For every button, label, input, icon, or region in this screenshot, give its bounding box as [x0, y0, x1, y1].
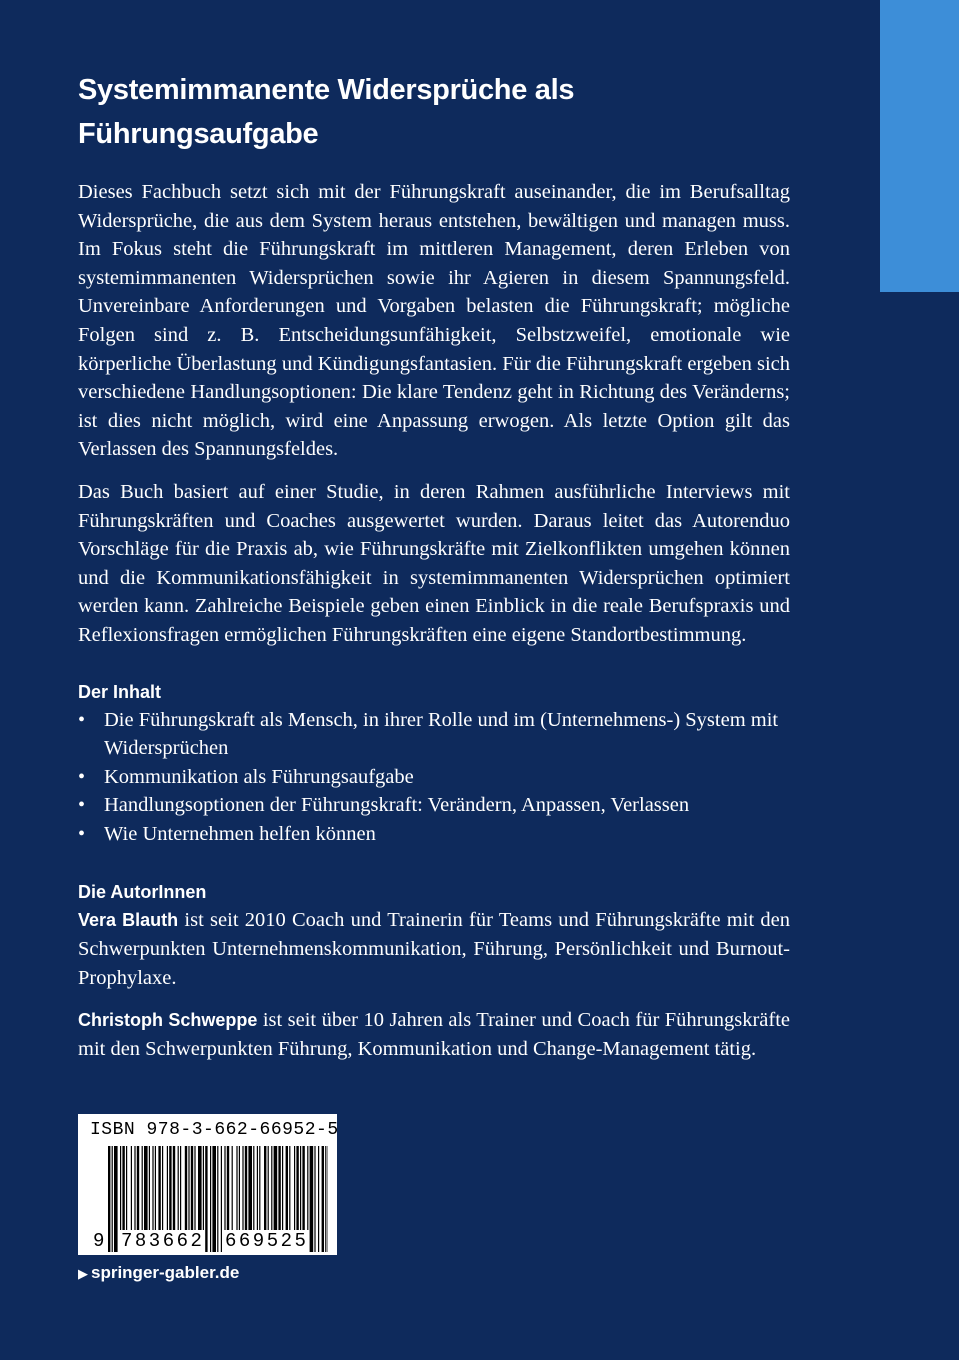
book-title: Systemimmanente Widersprüche als Führungsaufgabe [78, 74, 575, 150]
authors-heading: Die AutorInnen [78, 882, 207, 903]
contents-section [78, 678, 790, 849]
ean-digits [78, 1114, 337, 1255]
isbn-barcode [78, 1114, 337, 1255]
contents-heading: Der Inhalt [78, 681, 162, 702]
accent-bar [880, 0, 959, 292]
bullet-icon: • [78, 822, 86, 845]
bullet-icon: • [78, 708, 86, 731]
description-paragraph-2: Das Buch basiert auf einer Studie, in deren Rahmen ausführliche Interviews mit Führungskräften und Coaches ausgewertet wurden. Daraus leitet das Autorenduo Vorschläge für die Praxis ab, wie Führungskräfte mit Zielkonflikten umgehen können und die Kommunikationsfähigkeit in systemimmanenten Widersprüchen optimiert werden kann. Zahlreiche Beispiele geben einen Einblick in die reale Berufspraxis und Reflexionsfragen ermöglichen Führungskräften eine eigene Standortbestimmung. [78, 480, 790, 646]
bullet-icon: • [78, 794, 86, 817]
author-name: Vera Blauth [78, 910, 179, 931]
author-bio: Christoph Schweppe ist seit über 10 Jahren als Trainer und Coach für Führungskräfte mit den Schwerpunkten Führung, Kommunikation und Change-Management tätig. [78, 1009, 790, 1060]
ean-lead-digit: 9 [93, 1230, 105, 1252]
ean-group-right: 669525 [225, 1230, 309, 1252]
list-item: • Wie Unternehmen helfen können [78, 820, 790, 849]
authors-section [78, 878, 790, 1063]
description-paragraph-1: Dieses Fachbuch setzt sich mit der Führungskraft auseinander, die im Berufsalltag Widersprüche, die aus dem System heraus entstehen, bewältigen und managen muss. Im Fokus steht die Führungskraft im mittleren Management, deren Erleben von systemimmanenten Widersprüchen sowie ihr Agieren in diesem Spannungsfeld. Unvereinbare Anforderungen und Vorgaben belasten die Führungskraft; mögliche Folgen sind z. B. Entscheidungsunfähigkeit, Selbstzweifel, emotionale wie körperliche Überlastung und Kündigungsfantasien. Für die Führungskraft ergeben sich verschiedene Handlungsoptionen: Die klare Tendenz geht in Richtung des Veränderns; ist dies nicht möglich, wird eine Anpassung erwogen. Als letzte Option gilt das Verlassen des Spannungsfeldes. [78, 181, 790, 461]
bullet-icon: • [78, 765, 86, 788]
publisher-website[interactable]: ▶ springer-gabler.de [78, 1263, 240, 1282]
list-item: • Kommunikation als Führungsaufgabe [78, 763, 790, 792]
list-item: • Handlungsoptionen der Führungskraft: Verändern, Anpassen, Verlassen [78, 791, 790, 820]
author-bio: Vera Blauth ist seit 2010 Coach und Trainerin für Teams und Führungskräfte mit den Schwerpunkten Unternehmenskommunikation, Führung, Persönlichkeit und Burnout-Prophylaxe. [78, 909, 790, 989]
contents-list [78, 706, 790, 849]
ean-group-left: 783662 [121, 1230, 205, 1252]
list-item: • Die Führungskraft als Mensch, in ihrer Rolle und im (Unternehmens-) System mit Widersprüchen [78, 706, 790, 763]
author-name: Christoph Schweppe [78, 1010, 258, 1031]
isbn-label: ISBN 978-3-662-66952-5 [90, 1120, 339, 1140]
back-cover-content [78, 68, 790, 1077]
triangle-right-icon: ▶ [78, 1266, 88, 1281]
